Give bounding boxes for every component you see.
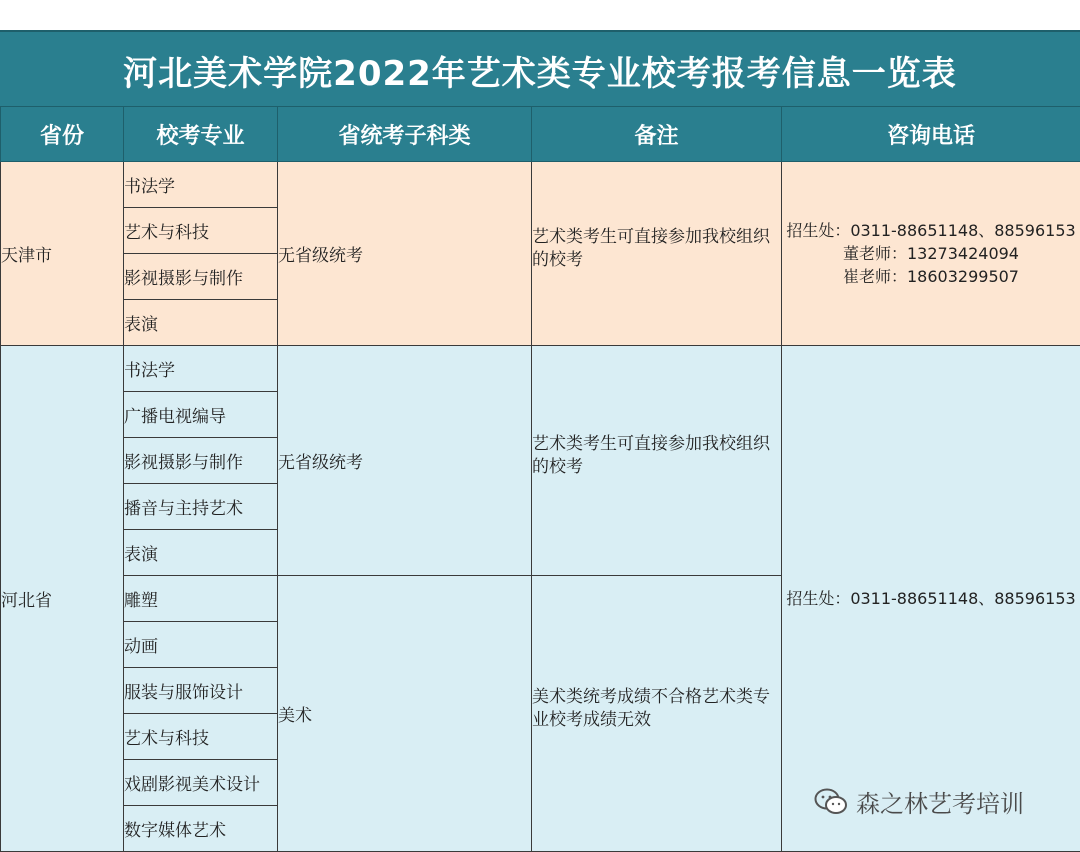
header-province: 省份 (1, 107, 124, 162)
major-cell: 影视摄影与制作 (124, 254, 278, 300)
major-cell: 数字媒体艺术 (124, 806, 278, 852)
table-row (1, 346, 1080, 392)
table-row (1, 162, 1080, 208)
header-row (1, 107, 1080, 162)
header-phone: 咨询电话 (782, 107, 1080, 162)
wechat-icon (814, 788, 848, 816)
phone-line: 崔老师：18603299507 (782, 265, 1080, 288)
header-note: 备注 (532, 107, 782, 162)
phone-line: 董老师：13273424094 (782, 242, 1080, 265)
major-cell: 播音与主持艺术 (124, 484, 278, 530)
table-title: 河北美术学院2022年艺术类专业校考报考信息一览表 (0, 30, 1080, 108)
watermark-text: 森之林艺考培训 (856, 784, 1024, 819)
major-cell: 艺术与科技 (124, 208, 278, 254)
subcategory-tianjin: 无省级统考 (278, 162, 532, 346)
major-cell: 表演 (124, 530, 278, 576)
major-cell: 书法学 (124, 162, 278, 208)
major-cell: 表演 (124, 300, 278, 346)
phone-line: 招生处：0311-88651148、88596153 (782, 587, 1080, 610)
note-text: 艺术类考生可直接参加我校组织的校考 (532, 226, 781, 272)
note-hebei-1 (532, 346, 782, 576)
note-text: 美术类统考成绩不合格艺术类专业校考成绩无效 (532, 686, 781, 732)
note-text: 艺术类考生可直接参加我校组织的校考 (532, 433, 781, 479)
major-cell: 书法学 (124, 346, 278, 392)
watermark (814, 784, 1024, 819)
subcategory-hebei-1: 无省级统考 (278, 346, 532, 576)
phone-tianjin (782, 162, 1080, 346)
note-hebei-2 (532, 576, 782, 852)
subcategory-hebei-2: 美术 (278, 576, 532, 852)
province-tianjin: 天津市 (1, 162, 124, 346)
info-table (0, 106, 1080, 852)
note-tianjin (532, 162, 782, 346)
province-hebei: 河北省 (1, 346, 124, 852)
major-cell: 广播电视编导 (124, 392, 278, 438)
header-major: 校考专业 (124, 107, 278, 162)
phone-line: 招生处：0311-88651148、88596153 (782, 219, 1080, 242)
phone-hebei (782, 346, 1080, 852)
major-cell: 雕塑 (124, 576, 278, 622)
major-cell: 艺术与科技 (124, 714, 278, 760)
major-cell: 戏剧影视美术设计 (124, 760, 278, 806)
major-cell: 服装与服饰设计 (124, 668, 278, 714)
major-cell: 动画 (124, 622, 278, 668)
header-subcategory: 省统考子科类 (278, 107, 532, 162)
major-cell: 影视摄影与制作 (124, 438, 278, 484)
